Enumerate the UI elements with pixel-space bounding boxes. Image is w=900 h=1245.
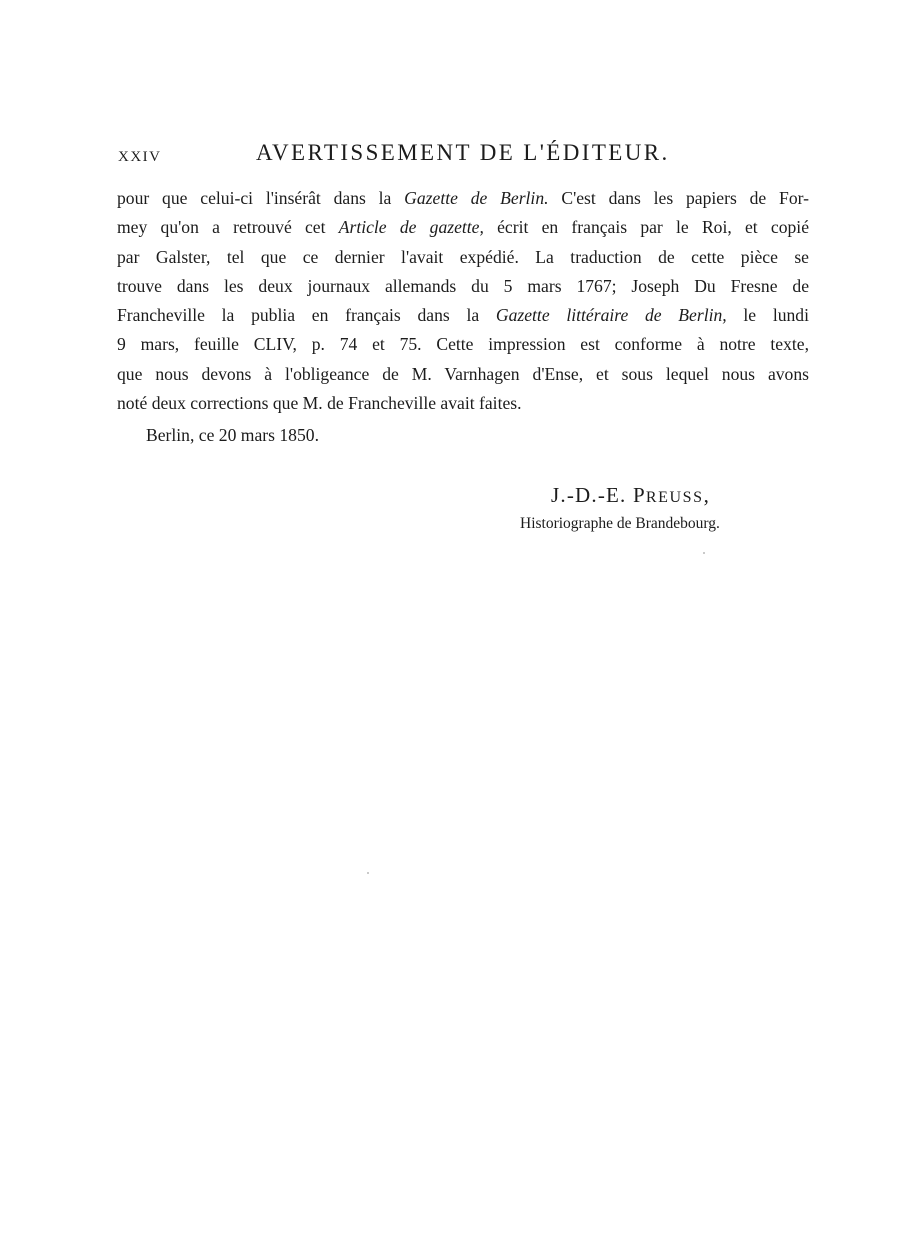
italic-title: Gazette littéraire de Berlin,: [495, 305, 727, 326]
text-line: trouve dans les deux journaux allemands du 5 mars 1767; Joseph Du Fresne de: [117, 275, 809, 296]
signature-small-caps: REUSS: [645, 489, 704, 506]
text-run: mey qu'on a retrouvé cet: [117, 217, 339, 238]
italic-title: Article de gazette,: [338, 217, 484, 238]
chapter-title: AVERTISSEMENT DE L'ÉDITEUR.: [256, 140, 670, 165]
text-line: [117, 301, 809, 330]
signature-punctuation: ,: [703, 483, 711, 507]
text-line: 9 mars, feuille CLIV, p. 74 et 75. Cette impression est conforme à notre texte,: [117, 334, 809, 355]
text-run: C'est dans les papiers de For-: [548, 188, 809, 208]
text-line: [117, 184, 809, 213]
italic-title: Gazette de Berlin.: [404, 188, 549, 208]
signature-title: Historiographe de Brandebourg.: [520, 515, 720, 532]
paper-speck: [367, 872, 369, 874]
text-line: [117, 213, 809, 242]
signature-name: [551, 483, 710, 508]
text-run: le lundi: [726, 305, 809, 326]
text-run: écrit en français par le Roi, et copié: [483, 217, 810, 238]
text-line: par Galster, tel que ce dernier l'avait expédié. La traduction de cette pièce se: [117, 246, 809, 267]
dateline: Berlin, ce 20 mars 1850.: [146, 425, 319, 445]
running-head: [118, 140, 678, 174]
text-line: que nous devons à l'obligeance de M. Varnhagen d'Ense, et sous lequel nous avons: [117, 363, 809, 384]
paper-speck: [703, 552, 705, 554]
signature-initials: J.-D.-E. P: [551, 483, 646, 507]
body-paragraph: [117, 184, 809, 418]
text-run: Francheville la publia en français dans la: [117, 305, 496, 326]
text-line: noté deux corrections que M. de Francheville avait faites.: [117, 393, 522, 414]
text-run: pour que celui-ci l'insérât dans la: [117, 188, 405, 208]
page-number: XXIV: [118, 149, 162, 165]
